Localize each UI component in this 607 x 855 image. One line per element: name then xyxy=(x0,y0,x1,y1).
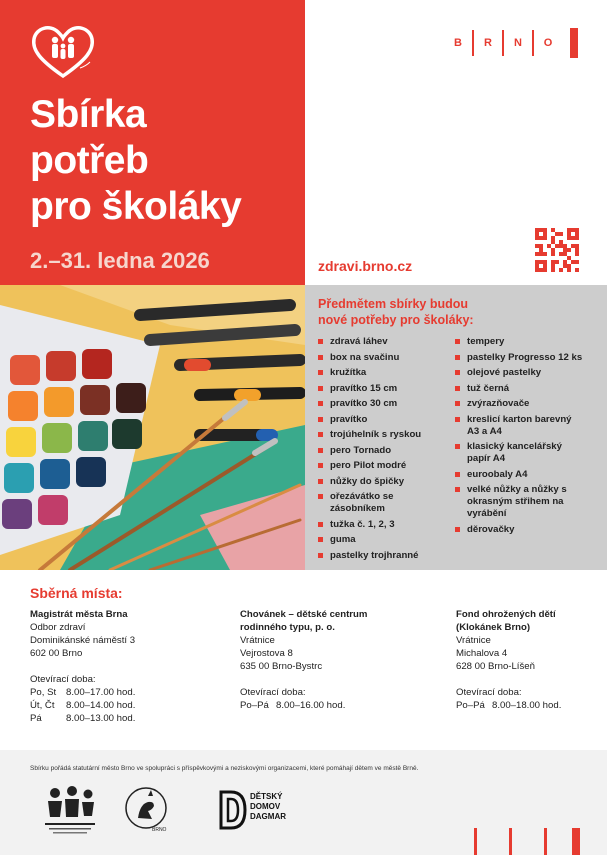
list-item: pravítko 15 cm xyxy=(318,383,448,395)
hours-time: 8.00–16.00 hod. xyxy=(276,700,346,711)
list-item: kružítka xyxy=(318,367,448,379)
opening-hours-label: Otevírací doba: xyxy=(30,674,96,685)
opening-hours-label: Otevírací doba: xyxy=(240,687,306,698)
svg-text:BRNO: BRNO xyxy=(152,827,167,833)
dd-line-1: DĚTSKÝ xyxy=(250,792,283,801)
place-address-line: 628 00 Brno-Líšeň xyxy=(456,661,535,672)
supplies-list-left xyxy=(318,336,448,565)
collection-place-magistrat xyxy=(30,608,210,725)
date-range: 2.–31. ledna 2026 xyxy=(30,248,210,273)
hours-days: Po, St xyxy=(30,687,57,698)
list-item: pravítko 30 cm xyxy=(318,398,448,410)
hours-days: Út, Čt xyxy=(30,700,55,711)
place-address-line: Vejrostova 8 xyxy=(240,648,293,659)
title-line-1: Sbírka xyxy=(30,93,147,136)
list-item: klasický kancelářský papír A4 xyxy=(455,441,585,465)
list-item: euroobaly A4 xyxy=(455,469,585,481)
list-item: velké nůžky a nůžky s okrasným střihem na vyrábění xyxy=(455,484,585,520)
opening-hours xyxy=(456,699,596,712)
brand-bar xyxy=(570,28,578,58)
supplies-list-right xyxy=(455,336,585,539)
list-item: box na svačinu xyxy=(318,352,448,364)
list-item: pravítko xyxy=(318,414,448,426)
website-link[interactable]: zdravi.brno.cz xyxy=(318,258,413,274)
list-item: trojúhelník s ryskou xyxy=(318,429,448,441)
place-address-line: Vrátnice xyxy=(240,635,275,646)
list-item: tempery xyxy=(455,336,585,348)
list-item: pastelky trojhranné xyxy=(318,550,448,562)
place-name: rodinného typu, p. o. xyxy=(240,622,335,633)
list-item: zdravá láhev xyxy=(318,336,448,348)
heart-family-icon xyxy=(28,22,98,82)
list-item: pero Pilot modré xyxy=(318,460,448,472)
qr-code-icon[interactable] xyxy=(535,228,579,272)
dd-line-3: DAGMAR xyxy=(250,812,286,821)
list-item: tužka č. 1, 2, 3 xyxy=(318,519,448,531)
place-address-line: 635 00 Brno-Bystrc xyxy=(240,661,323,672)
brand-letter-b: B xyxy=(454,37,462,49)
place-address-line: Michalova 4 xyxy=(456,648,508,659)
fod-klokanek-logo-icon xyxy=(118,784,178,834)
opening-hours xyxy=(240,699,430,712)
school-supplies-photo xyxy=(0,285,305,570)
hours-days: Po–Pá xyxy=(240,700,269,711)
list-item: pastelky Progresso 12 ks xyxy=(455,352,585,364)
footer-note: Sbírku pořádá statutární město Brno ve spolupráci s příspěvkovými a neziskovými organizacemi, které pomáhají dětem ve městě Brně. xyxy=(30,765,419,772)
list-item: tuž černá xyxy=(455,383,585,395)
opening-hours xyxy=(30,686,210,725)
hours-time: 8.00–14.00 hod. xyxy=(66,700,136,711)
brand-letter-n: N xyxy=(514,37,522,49)
brand-bottom-bars xyxy=(474,828,580,855)
hours-time: 8.00–17.00 hod. xyxy=(66,687,136,698)
place-address-line: 602 00 Brno xyxy=(30,648,83,659)
collection-points-title: Sběrná místa: xyxy=(30,585,123,601)
list-item: nůžky do špičky xyxy=(318,476,448,488)
supplies-heading-line-1: Předmětem sbírky budou xyxy=(318,297,469,311)
hero-block xyxy=(0,0,305,285)
brand-letter-r: R xyxy=(484,37,492,49)
place-name: Magistrát města Brna xyxy=(30,609,128,620)
supplies-heading-line-2: nové potřeby pro školáky: xyxy=(318,313,474,327)
title-line-3: pro školáky xyxy=(30,185,242,228)
page-title xyxy=(30,92,241,230)
place-address-line: Dominikánské náměstí 3 xyxy=(30,635,136,646)
list-item: olejové pastelky xyxy=(455,367,585,379)
dd-line-2: DOMOV xyxy=(250,802,281,811)
title-line-2: potřeb xyxy=(30,139,149,182)
place-address-line: Vrátnice xyxy=(456,635,491,646)
detsky-domov-dagmar-text xyxy=(250,792,286,822)
list-item: děrovačky xyxy=(455,524,585,536)
supplies-heading xyxy=(318,296,598,328)
supplies-panel xyxy=(305,285,607,570)
hours-days: Pá xyxy=(30,713,42,724)
place-name: Fond ohrožených dětí xyxy=(456,609,556,620)
place-name: Chovánek – dětské centrum xyxy=(240,609,368,620)
place-address-line: Odbor zdraví xyxy=(30,622,86,633)
brno-logo xyxy=(450,30,556,56)
hours-days: Po–Pá xyxy=(456,700,485,711)
list-item: guma xyxy=(318,534,448,546)
opening-hours-label: Otevírací doba: xyxy=(456,687,522,698)
list-item: kreslicí karton barevný A3 a A4 xyxy=(455,414,585,438)
brand-letter-o: O xyxy=(543,37,553,49)
collection-place-chovanek xyxy=(240,608,430,712)
list-item: zvýrazňovače xyxy=(455,398,585,410)
list-item: ořezávátko se zásobníkem xyxy=(318,491,448,515)
list-item: pero Tornado xyxy=(318,445,448,457)
collection-place-klokanek xyxy=(456,608,596,712)
hours-time: 8.00–18.00 hod. xyxy=(492,700,562,711)
children-partner-logo-icon xyxy=(40,785,100,835)
place-name: (Klokánek Brno) xyxy=(456,622,531,633)
hours-time: 8.00–13.00 hod. xyxy=(66,713,136,724)
